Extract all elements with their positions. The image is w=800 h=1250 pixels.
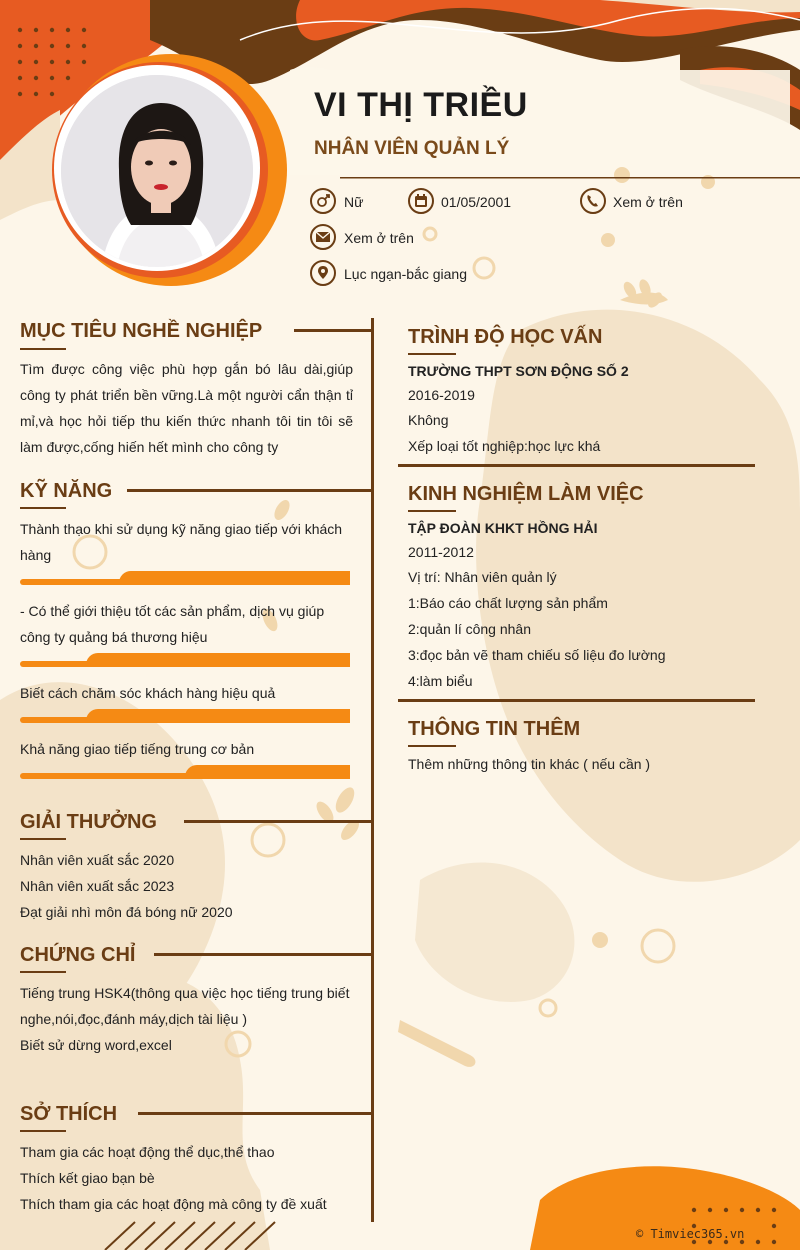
skill-1-bar (20, 571, 350, 585)
experience-duty: 4:làm biểu (408, 673, 473, 689)
certificate-item: Biết sử dừng word,excel (20, 1037, 172, 1053)
hobbies-heading: SỞ THÍCH (20, 1103, 118, 1125)
award-item: Nhân viên xuất sắc 2023 (20, 878, 175, 894)
award-item: Đạt giải nhì môn đá bóng nữ 2020 (20, 904, 233, 920)
heading-underline (20, 971, 66, 973)
experience-duty: 1:Báo cáo chất lượng sản phẩm (408, 595, 608, 611)
hobby-item: Thích kết giao bạn bè (20, 1170, 155, 1186)
certificates-heading: CHỨNG CHỈ (20, 944, 136, 966)
heading-underline (408, 353, 456, 355)
skill-1-text: Thành thạo khi sử dụng kỹ năng giao tiếp với khách hàng (20, 521, 343, 563)
heading-underline (408, 510, 456, 512)
hobby-item: Tham gia các hoạt động thể dục,thể thao (20, 1144, 275, 1160)
profile-photo (58, 72, 256, 270)
hobby-item: Thích tham gia các hoạt động mà công ty đề xuất (20, 1196, 327, 1212)
extra-info-text: Thêm những thông tin khác ( nếu cần ) (408, 756, 651, 772)
skill-2-text: - Có thể giới thiệu tốt các sản phẩm, dịch vụ giúp công ty quảng bá thương hiệu (20, 603, 325, 645)
heading-rule (127, 489, 372, 492)
heading-rule (184, 820, 372, 823)
heading-rule (294, 329, 372, 332)
heading-rule (138, 1112, 372, 1115)
candidate-name: VI THỊ TRIỀU (314, 86, 528, 124)
heading-underline (408, 745, 456, 747)
gender-icon (310, 188, 336, 214)
avatar-portrait (61, 75, 256, 270)
education-major: Không (408, 412, 449, 428)
job-title: NHÂN VIÊN QUẢN LÝ (314, 138, 510, 159)
experience-position: Vị trí: Nhân viên quản lý (408, 569, 557, 585)
phone-icon (580, 188, 606, 214)
calendar-icon (408, 188, 434, 214)
skills-heading: KỸ NĂNG (20, 480, 113, 502)
experience-heading: KINH NGHIỆM LÀM VIỆC (408, 483, 644, 505)
certificate-item: Tiếng trung HSK4(thông qua việc học tiếng trung biết nghe,nói,đọc,đánh máy,dịch tài liệu ) (20, 985, 350, 1027)
skill-4-bar (20, 765, 350, 779)
company-name: TẬP ĐOÀN KHKT HỒNG HẢI (408, 520, 598, 536)
education-grade: Xếp loại tốt nghiệp:học lực khá (408, 438, 601, 454)
location-icon (310, 260, 336, 286)
extra-info-heading: THÔNG TIN THÊM (408, 718, 581, 740)
watermark: © Timviec365.vn (636, 1227, 745, 1241)
experience-period: 2011-2012 (408, 544, 474, 560)
skill-3-bar (20, 709, 350, 723)
heading-underline (20, 507, 66, 509)
skill-2-bar (20, 653, 350, 667)
award-item: Nhân viên xuất sắc 2020 (20, 852, 175, 868)
heading-rule (154, 953, 372, 956)
career-objective-heading: MỤC TIÊU NGHỀ NGHIỆP (20, 320, 263, 342)
email-value: Xem ở trên (344, 230, 414, 246)
heading-underline (20, 1130, 66, 1132)
skill-3-text: Biết cách chăm sóc khách hàng hiệu quả (20, 685, 276, 701)
experience-duty: 3:đọc bản vẽ tham chiếu số liệu đo lường (408, 647, 666, 663)
section-divider (398, 464, 755, 467)
education-heading: TRÌNH ĐỘ HỌC VẤN (408, 326, 603, 348)
heading-underline (20, 838, 66, 840)
heading-underline (20, 348, 66, 350)
email-icon (310, 224, 336, 250)
awards-heading: GIẢI THƯỞNG (20, 811, 157, 833)
section-divider (398, 699, 755, 702)
career-objective-text: Tìm được công việc phù hợp gắn bó lâu dài,giúp công ty phát triển bền vững.Là một người cẩn thận tỉ mỉ,và học hỏi tiếp thu kiến thức nhanh tôi tin tôi sẽ làm được,cống hiến hết mình cho công ty (20, 361, 353, 455)
address-value: Lục ngạn-bắc giang (344, 266, 467, 282)
birthdate-value: 01/05/2001 (441, 194, 512, 210)
skill-4-text: Khả năng giao tiếp tiếng trung cơ bản (20, 741, 255, 757)
school-name: TRƯỜNG THPT SƠN ĐỘNG SỐ 2 (408, 363, 629, 379)
phone-value: Xem ở trên (613, 194, 683, 210)
gender-value: Nữ (344, 194, 364, 210)
education-period: 2016-2019 (408, 387, 475, 403)
experience-duty: 2:quản lí công nhân (408, 621, 531, 637)
